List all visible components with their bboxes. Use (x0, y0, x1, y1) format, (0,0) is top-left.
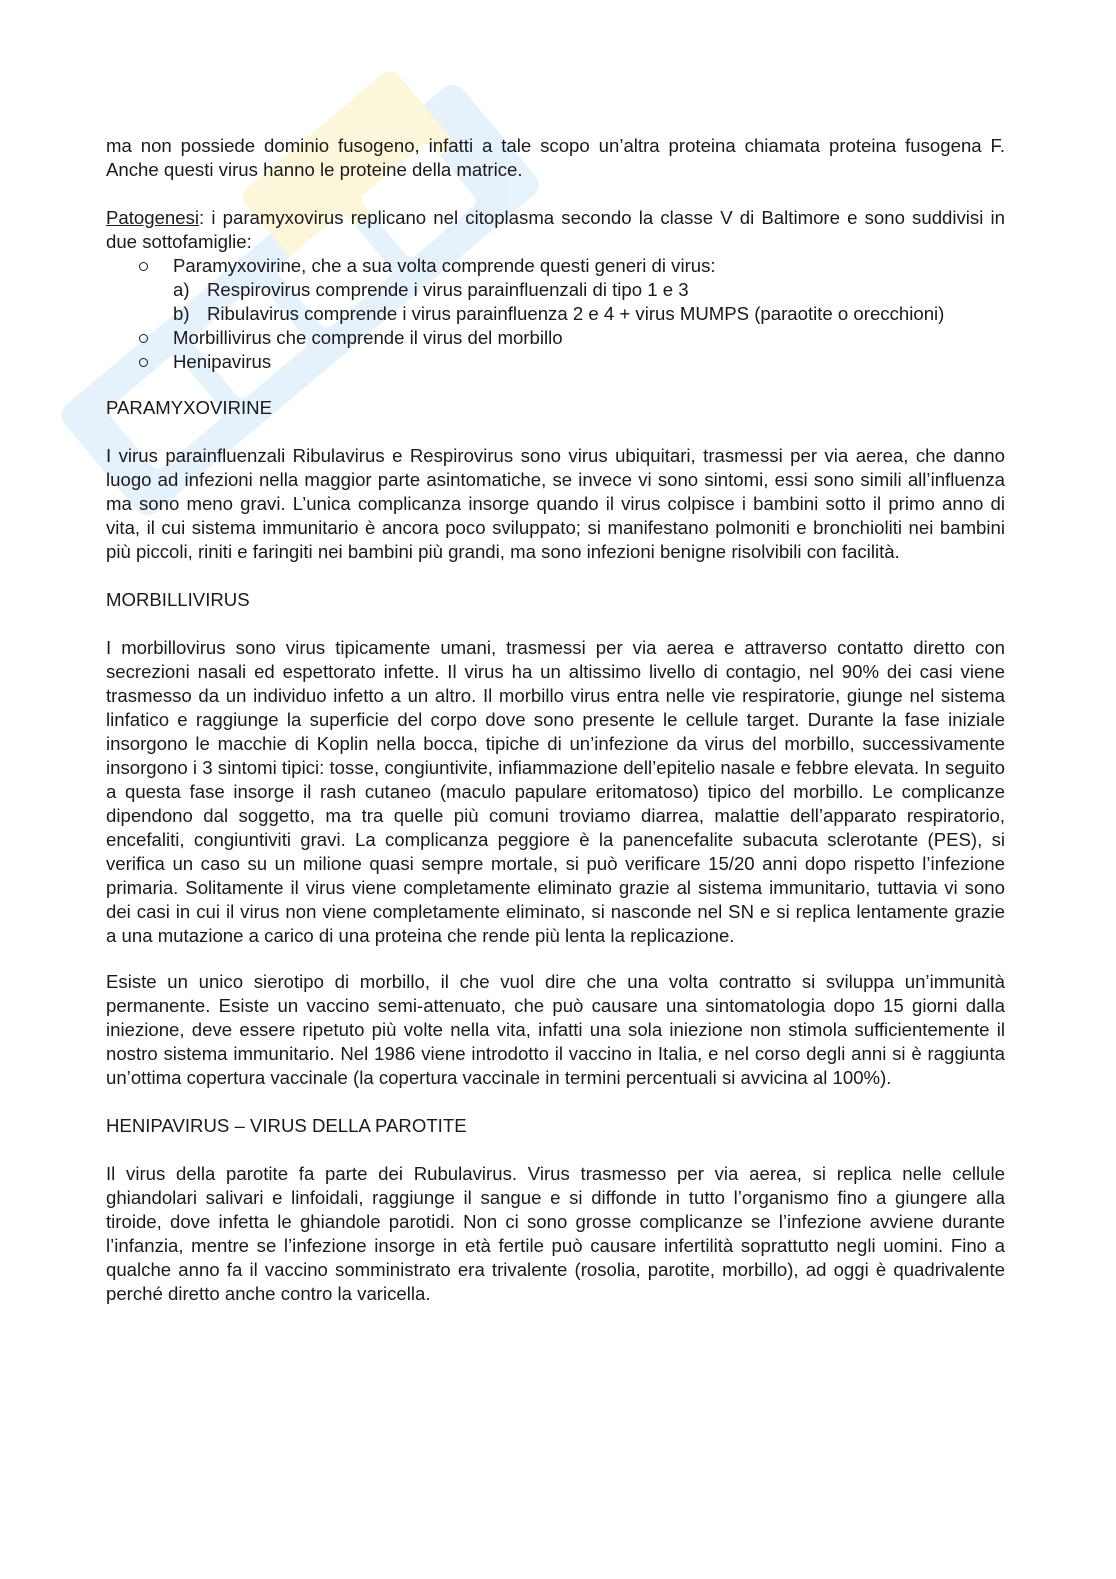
sub-list-letter: a) (173, 279, 190, 300)
heading-morbillivirus: MORBILLIVIRUS (106, 589, 250, 610)
list-item-text: Henipavirus (173, 351, 272, 372)
morbillivirus-paragraph: I morbillovirus sono virus tipicamente umani, trasmessi per via aerea e attraverso contatto diretto con secrezioni nasali ed espettorato infette. Il virus ha un altissimo livello di contagio, nel 90% dei casi viene trasmesso da un individuo infetto a un altro. Il morbillo virus entra nelle vie respiratorie, giunge nel sistema linfatico e raggiunge la superficie del corpo dove sono presente le cellule target. Durante la fase iniziale insorgono le macchie di Koplin nella bocca, tipiche di un’infezione da virus del morbillo, successivamente insorgono i 3 sintomi tipici: tosse, congiuntivite, infiammazione dell’epitelio nasale e febbre elevata. In seguito a questa fase insorge il rash cutaneo (maculo papulare eritomatoso) tipico del morbillo. Le complicanze dipendono dal soggetto, ma tra quelle più comuni troviamo diarrea, malattie dell’apparato respiratorio, encefaliti, congiuntiviti gravi. La complicanza peggiore è la panencefalite subacuta sclerotante (PES), si verifica un caso su un milione quasi sempre mortale, si può verificare 15/20 anni dopo rispetto l’infezione primaria. Solitamente il virus viene completamente eliminato grazie al sistema immunitario, tuttavia vi sono dei casi in cui il virus non viene completamente eliminato, si nasconde nel SN e si replica lentamente grazie a una mutazione a carico di una proteina che rende più lenta la replicazione. (106, 637, 1005, 946)
paramyxovirine-paragraph: I virus parainfluenzali Ribulavirus e Respirovirus sono virus ubiquitari, trasmessi per via aerea, che danno luogo ad infezioni nella maggior parte asintomatiche, se invece vi sono sintomi, essi sono simili all’influenza ma sono meno gravi. L’unica complicanza insorge quando il virus colpisce i bambini sotto il primo anno di vita, il cui sistema immunitario è ancora poco sviluppato; si manifestano polmoniti e bronchioliti nei bambini più piccoli, riniti e faringiti nei bambini più grandi, ma sono infezioni benigne risolvibili con facilità. (106, 445, 1005, 562)
circle-bullet-icon (139, 358, 148, 367)
list-item-text: Paramyxovirine, che a sua volta comprende questi generi di virus: (173, 255, 716, 276)
list-item (106, 254, 1005, 278)
circle-bullet-icon (139, 334, 148, 343)
sub-list-text: Respirovirus comprende i virus parainfluenzali di tipo 1 e 3 (207, 279, 689, 300)
sub-list-item (106, 278, 1005, 302)
circle-bullet-icon (139, 262, 148, 271)
sub-list-text: Ribulavirus comprende i virus parainfluenza 2 e 4 + virus MUMPS (paraotite o orecchioni) (207, 303, 945, 324)
patogenesi-paragraph (106, 206, 1005, 254)
patogenesi-text: : i paramyxovirus replicano nel citoplasma secondo la classe V di Baltimore e sono suddivisi in due sottofamiglie: (106, 207, 1005, 252)
patogenesi-label: Patogenesi (106, 207, 200, 228)
list-item-text: Morbillivirus che comprende il virus del morbillo (173, 327, 563, 348)
intro-paragraph: ma non possiede dominio fusogeno, infatti a tale scopo un’altra proteina chiamata proteina fusogena F. Anche questi virus hanno le proteine della matrice. (106, 135, 1005, 180)
list-item (106, 350, 1005, 374)
heading-henipavirus: HENIPAVIRUS – VIRUS DELLA PAROTITE (106, 1115, 467, 1136)
document-page (106, 134, 1005, 1306)
sub-list-item (106, 302, 1005, 326)
morbillivirus-vaccine-paragraph: Esiste un unico sierotipo di morbillo, il che vuol dire che una volta contratto si sviluppa un’immunità permanente. Esiste un vaccino semi-attenuato, che può causare una sintomatologia dopo 15 giorni dalla iniezione, deve essere ripetuto più volte nella vita, infatti una sola iniezione non stimola sufficientemente il nostro sistema immunitario. Nel 1986 viene introdotto il vaccino in Italia, e nel corso degli anni si è raggiunta un’ottima copertura vaccinale (la copertura vaccinale in termini percentuali si avvicina al 100%). (106, 971, 1005, 1088)
sub-list-letter: b) (173, 303, 190, 324)
heading-paramyxovirine: PARAMYXOVIRINE (106, 397, 272, 418)
list-item (106, 326, 1005, 350)
henipavirus-paragraph: Il virus della parotite fa parte dei Rubulavirus. Virus trasmesso per via aerea, si replica nelle cellule ghiandolari salivari e linfoidali, raggiunge il sangue e si diffonde in tutto l’organismo fino a giungere alla tiroide, dove infetta le ghiandole parotidi. Non ci sono grosse complicanze se l’infezione avviene durante l’infanzia, mentre se l’infezione insorge in età fertile può causare infertilità soprattutto negli uomini. Fino a qualche anno fa il vaccino somministrato era trivalente (rosolia, parotite, morbillo), ad oggi è quadrivalente perché diretto anche contro la varicella. (106, 1163, 1005, 1304)
